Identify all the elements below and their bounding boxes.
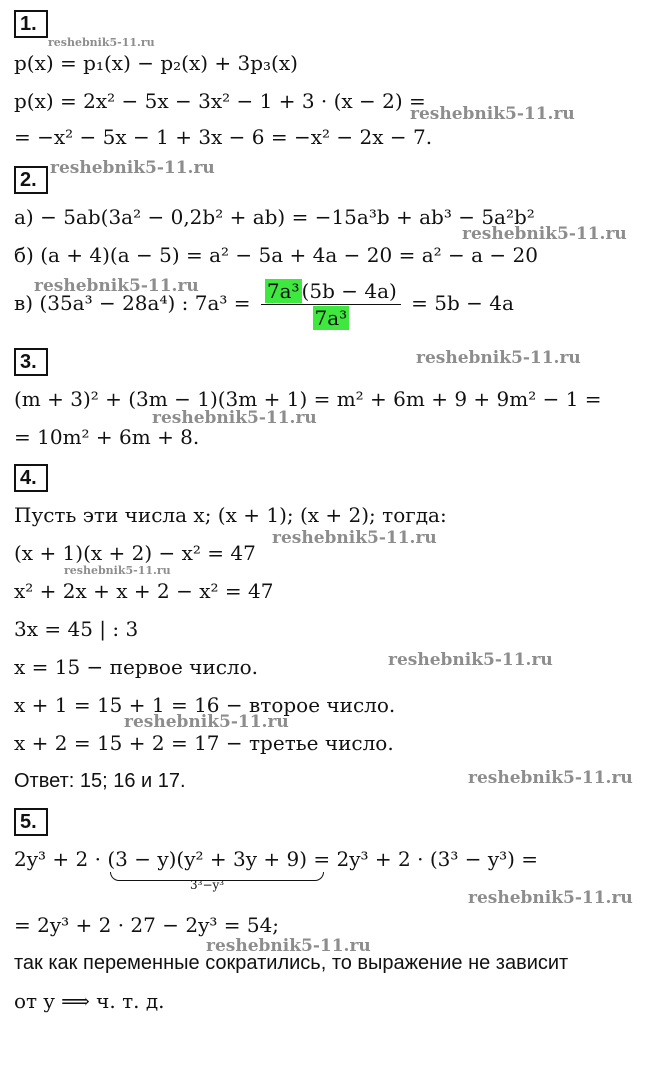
s4-line2: (x + 1)(x + 2) − x² = 47	[14, 541, 256, 565]
fraction-denominator	[261, 305, 401, 331]
s2-c-prefix: в) (35a³ − 28a⁴) : 7a³ =	[14, 291, 251, 315]
section-number-3: 3.	[14, 348, 48, 376]
fraction-numerator	[261, 278, 401, 305]
s5-line4: от y ⟹ ч. т. д.	[14, 989, 165, 1013]
s5-line2: = 2y³ + 2 · 27 − 2y³ = 54;	[14, 913, 280, 937]
s3-line1: (m + 3)² + (3m − 1)(3m + 1) = m² + 6m + 9 + 9m² − 1 =	[14, 387, 602, 411]
watermark: reshebnik5-11.ru	[48, 36, 155, 49]
section-number-4: 4.	[14, 464, 48, 492]
watermark: reshebnik5-11.ru	[410, 104, 575, 124]
watermark: reshebnik5-11.ru	[34, 276, 199, 296]
s4-line5: x = 15 − первое число.	[14, 655, 258, 679]
s5-line1-left: 2y³ + 2 ·	[14, 847, 101, 871]
s4-line4: 3x = 45 | : 3	[14, 617, 139, 641]
s5-line1	[14, 846, 538, 872]
s3-line2: = 10m² + 6m + 8.	[14, 425, 200, 449]
s2-a: а) − 5ab(3a² − 0,2b² + ab) = −15a³b + ab³ − 5a²b²	[14, 205, 535, 229]
section-number-1: 1.	[14, 10, 48, 38]
s4-answer: Ответ: 15; 16 и 17.	[14, 770, 186, 792]
s1-line3: = −x² − 5x − 1 + 3x − 6 = −x² − 2x − 7.	[14, 125, 433, 149]
s1-line2: p(x) = 2x² − 5x − 3x² − 1 + 3 · (x − 2) =	[14, 89, 426, 113]
highlight-numerator: 7a³	[266, 279, 300, 303]
watermark: reshebnik5-11.ru	[206, 936, 371, 956]
s4-line1: Пусть эти числа x; (x + 1); (x + 2); тогда:	[14, 503, 447, 527]
fraction	[261, 278, 401, 331]
s5-line3: так как переменные сократились, то выражение не зависит	[14, 952, 569, 974]
underbrace-label: 3³−y³	[190, 878, 225, 892]
watermark: reshebnik5-11.ru	[64, 564, 171, 577]
watermark: reshebnik5-11.ru	[272, 528, 437, 548]
watermark: reshebnik5-11.ru	[468, 888, 633, 908]
s4-line7: x + 2 = 15 + 2 = 17 − третье число.	[14, 731, 394, 755]
watermark: reshebnik5-11.ru	[416, 348, 581, 368]
watermark: reshebnik5-11.ru	[468, 768, 633, 788]
s1-line1: p(x) = p₁(x) − p₂(x) + 3p₃(x)	[14, 51, 298, 75]
watermark: reshebnik5-11.ru	[152, 408, 317, 428]
numerator-rest: (5b − 4a)	[301, 279, 397, 303]
s2-c	[14, 278, 514, 331]
s4-line6: x + 1 = 15 + 1 = 16 − второе число.	[14, 693, 396, 717]
watermark: reshebnik5-11.ru	[462, 224, 627, 244]
s5-brace-expr: (3 − y)(y² + 3y + 9)	[107, 847, 308, 871]
watermark: reshebnik5-11.ru	[388, 650, 553, 670]
watermark: reshebnik5-11.ru	[50, 158, 215, 178]
s4-line3: x² + 2x + x + 2 − x² = 47	[14, 579, 274, 603]
s2-c-suffix: = 5b − 4a	[411, 291, 514, 315]
watermark: reshebnik5-11.ru	[124, 712, 289, 732]
s5-line1-right: = 2y³ + 2 · (3³ − y³) =	[313, 847, 539, 871]
section-number-2: 2.	[14, 166, 48, 194]
section-number-5: 5.	[14, 808, 48, 836]
highlight-denominator: 7a³	[314, 306, 348, 330]
s2-b: б) (a + 4)(a − 5) = a² − 5a + 4a − 20 = a² − a − 20	[14, 243, 538, 267]
